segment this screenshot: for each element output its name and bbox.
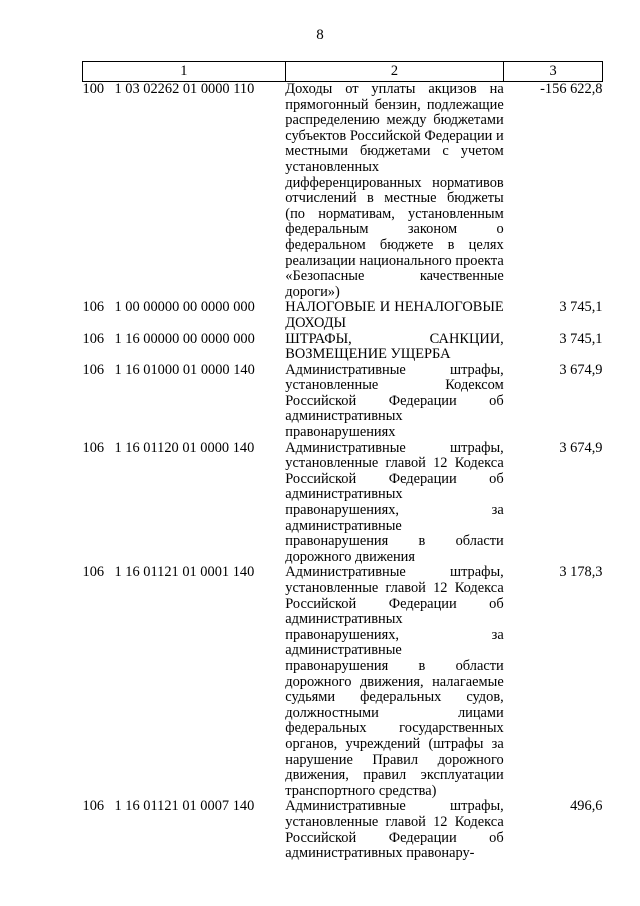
row-code-cell bbox=[83, 82, 286, 301]
row-code-cell bbox=[83, 565, 286, 799]
admin-code: 106 bbox=[82, 798, 105, 815]
row-code-cell bbox=[83, 799, 286, 861]
revenue-amount: 3 674,9 bbox=[559, 361, 603, 378]
admin-code: 106 bbox=[82, 564, 105, 581]
table-row bbox=[83, 300, 603, 331]
revenue-name: Административные штрафы, установленные главой 12 Кодекса Российской Федерации об административных правонарушениях, за административные правонарушения в области дорожного движения, налагаемые судьями федеральных судов, должностными лицами федеральных государственных органов, учреждений (штрафы за нарушение Правил дорожного движения, правил эксплуатации транспортного средства) bbox=[285, 564, 504, 799]
budget-classification-code: 1 00 00000 00 0000 000 bbox=[114, 299, 255, 316]
page-number: 8 bbox=[316, 27, 324, 43]
revenue-name: Административные штрафы, установленные главой 12 Кодекса Российской Федерации об административных правонару- bbox=[285, 798, 504, 862]
table-row bbox=[83, 441, 603, 566]
revenue-amount: 3 745,1 bbox=[559, 330, 603, 347]
admin-code: 106 bbox=[82, 330, 105, 347]
revenue-name: Административные штрафы, установленные Кодексом Российской Федерации об административных правонарушениях bbox=[285, 361, 504, 441]
table-row bbox=[83, 565, 603, 799]
admin-code: 106 bbox=[82, 439, 105, 456]
revenue-name: Административные штрафы, установленные главой 12 Кодекса Российской Федерации об административных правонарушениях, за административные правонарушения в области дорожного движения bbox=[285, 439, 504, 565]
budget-classification-code: 1 03 02262 01 0000 110 bbox=[114, 81, 255, 97]
revenue-amount: 3 745,1 bbox=[559, 299, 603, 316]
table-header-row bbox=[83, 62, 603, 82]
budget-classification-code: 1 16 01120 01 0000 140 bbox=[114, 439, 255, 456]
budget-classification-code: 1 16 01121 01 0001 140 bbox=[114, 564, 255, 581]
revenue-name: Доходы от уплаты акцизов на прямогонный бензин, подлежащие распределению между бюджетами субъектов Российской Федерации и местными бюджетами с учетом установленных дифференцированных нормативов отчислений в местные бюджеты (по нормативам, установленным федеральным законом о федеральном бюджете в целях реализации национального проекта «Безопасные качественные дороги») bbox=[285, 81, 504, 300]
revenue-name: НАЛОГОВЫЕ И НЕНАЛОГОВЫЕ ДОХОДЫ bbox=[285, 299, 504, 331]
column-header-1: 1 bbox=[83, 62, 286, 82]
table-row bbox=[83, 332, 603, 363]
revenue-amount: 496,6 bbox=[570, 798, 603, 815]
budget-classification-code: 1 16 01000 01 0000 140 bbox=[114, 361, 255, 378]
admin-code: 106 bbox=[82, 299, 105, 316]
table-row bbox=[83, 799, 603, 861]
budget-revenue-table bbox=[82, 61, 603, 862]
revenue-name: ШТРАФЫ, САНКЦИИ, ВОЗМЕЩЕНИЕ УЩЕРБА bbox=[285, 330, 504, 363]
revenue-amount: -156 622,8 bbox=[540, 81, 603, 97]
column-header-3: 3 bbox=[504, 62, 603, 82]
row-code-cell bbox=[83, 441, 286, 566]
row-code-cell bbox=[83, 300, 286, 331]
row-code-cell bbox=[83, 363, 286, 441]
revenue-amount: 3 178,3 bbox=[559, 564, 603, 581]
revenue-amount: 3 674,9 bbox=[559, 439, 603, 456]
row-code-cell bbox=[83, 332, 286, 363]
column-header-2: 2 bbox=[285, 62, 503, 82]
budget-classification-code: 1 16 01121 01 0007 140 bbox=[114, 798, 255, 815]
table-row bbox=[83, 82, 603, 301]
table-row bbox=[83, 363, 603, 441]
admin-code: 100 bbox=[82, 81, 105, 97]
admin-code: 106 bbox=[82, 361, 105, 378]
budget-classification-code: 1 16 00000 00 0000 000 bbox=[114, 330, 255, 347]
